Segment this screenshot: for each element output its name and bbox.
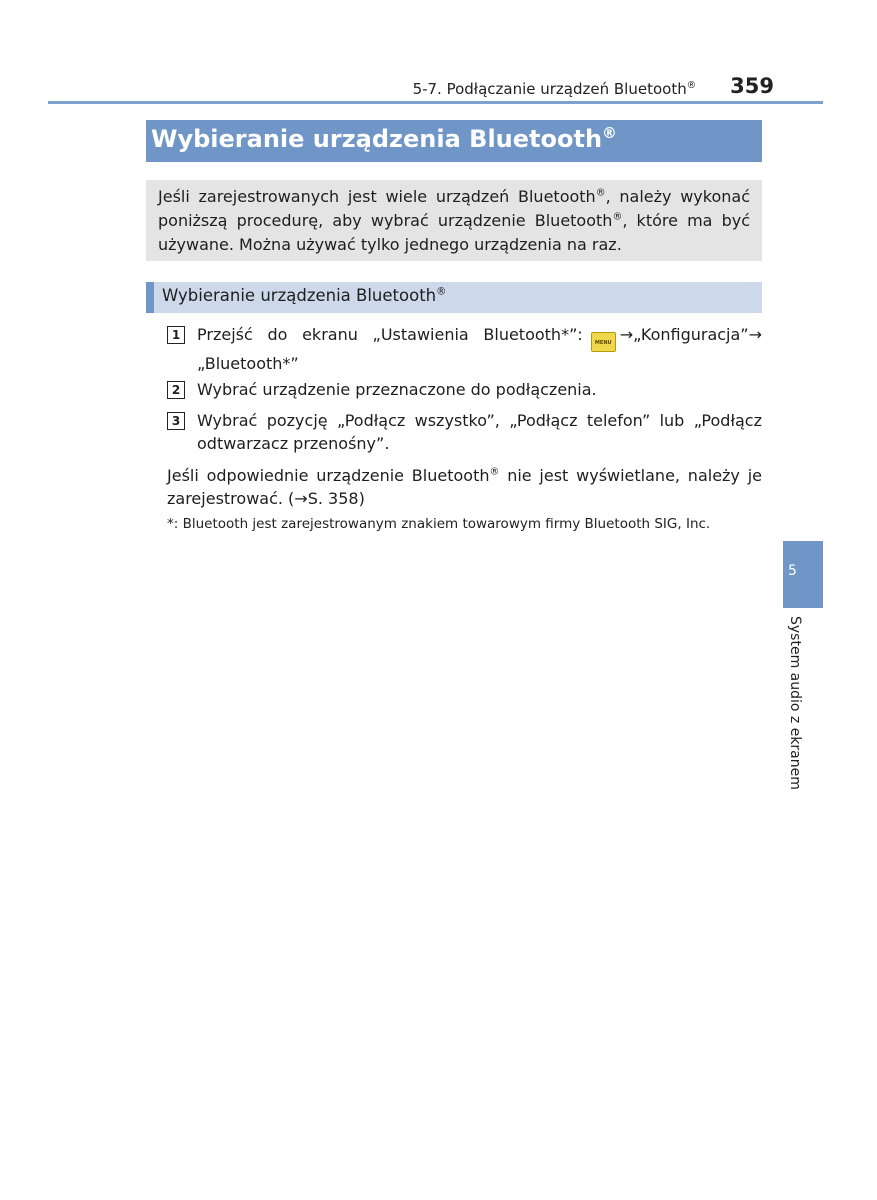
chapter-number: 5 <box>788 563 797 579</box>
registered-mark: ® <box>489 466 500 478</box>
step-text-before-icon: Przejść do ekranu „Ustawienia Bluetooth*”: <box>197 325 583 344</box>
step-text: Wybrać urządzenie przeznaczone do podłączenia. <box>197 380 597 399</box>
section-title: Wybieranie urządzenia Bluetooth® <box>151 124 617 153</box>
registered-mark: ® <box>612 211 623 223</box>
step-text <box>197 323 762 375</box>
registered-mark: ® <box>686 80 696 91</box>
page-number: 359 <box>730 74 774 98</box>
registered-mark: ® <box>436 286 447 298</box>
section-title-bar <box>146 120 762 162</box>
step-number-box: 1 <box>167 326 185 344</box>
step-text-after-icon: →„Konfiguracja”→ „Bluetooth*” <box>197 325 762 373</box>
intro-box <box>146 180 762 261</box>
registered-mark: ® <box>595 187 606 199</box>
subsection-accent <box>146 282 154 313</box>
intro-text: Jeśli zarejestrowanych jest wiele urządzeń Bluetooth®, należy wykonać poniższą procedurę, aby wybrać urządzenie Bluetooth®, które ma być używane. Można używać tylko jednego urządzenia na raz. <box>158 187 750 254</box>
footnote: *: Bluetooth jest zarejestrowanym znakiem towarowym firmy Bluetooth SIG, Inc. <box>167 516 711 532</box>
step-3 <box>167 409 762 455</box>
chapter-tab-label: System audio z ekranem <box>787 616 803 790</box>
menu-button-icon: MENU <box>591 332 616 352</box>
step-1 <box>167 323 762 375</box>
step-2 <box>167 378 762 401</box>
subsection-title: Wybieranie urządzenia Bluetooth® <box>162 286 447 305</box>
subsection-title-bar <box>146 282 762 313</box>
running-header-title: 5-7. Podłączanie urządzeń Bluetooth® <box>412 80 696 98</box>
note-paragraph: Jeśli odpowiednie urządzenie Bluetooth® nie jest wyświetlane, należy je zarejestrować. (→S. 358) <box>167 466 762 508</box>
registered-mark: ® <box>602 124 617 142</box>
step-text: Wybrać pozycję „Podłącz wszystko”, „Podłącz telefon” lub „Podłącz odtwarzacz przenośny”. <box>197 411 762 453</box>
header-rule <box>48 101 823 104</box>
step-number-box: 2 <box>167 381 185 399</box>
chapter-tab <box>783 541 823 608</box>
step-number-box: 3 <box>167 412 185 430</box>
